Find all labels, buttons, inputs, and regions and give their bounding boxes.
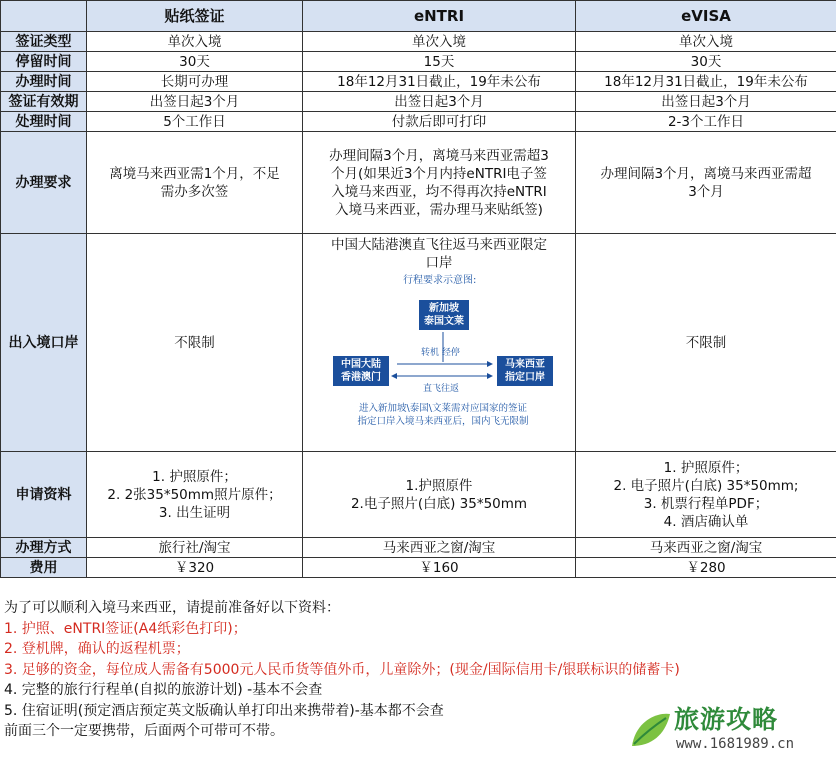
table-cell xyxy=(303,132,576,234)
box-line: 香港澳门 xyxy=(341,372,381,383)
ports-title xyxy=(307,236,571,272)
table-row xyxy=(1,538,836,558)
cell-line: 个月(如果近3个月内持eNTRI电子签 xyxy=(331,165,547,182)
row-label: 签证有效期 xyxy=(1,92,87,112)
label-transit: 转机 经停 xyxy=(421,348,460,358)
row-label: 申请资料 xyxy=(1,452,87,538)
row-label: 费用 xyxy=(1,558,87,578)
table-row xyxy=(1,72,836,92)
row-label: 办理时间 xyxy=(1,72,87,92)
table-cell: 单次入境 xyxy=(576,32,836,52)
table-cell: 出签日起3个月 xyxy=(87,92,303,112)
table-cell: 出签日起3个月 xyxy=(303,92,576,112)
table-cell: 马来西亚之窗/淘宝 xyxy=(303,538,576,558)
note-line: 进入新加坡\泰国\文莱需对应国家的签证 xyxy=(359,403,527,414)
box-line: 中国大陆 xyxy=(341,359,381,370)
table-cell: 不限制 xyxy=(576,234,836,452)
table-cell: 单次入境 xyxy=(87,32,303,52)
table-cell: ￥160 xyxy=(303,558,576,578)
header-evisa: eVISA xyxy=(576,1,836,32)
itinerary-diagram xyxy=(307,272,576,427)
cell-line: 2. 2张35*50mm照片原件； xyxy=(107,486,282,503)
box-singapore xyxy=(419,300,469,330)
row-label: 处理时间 xyxy=(1,112,87,132)
table-row xyxy=(1,92,836,112)
note-item: 2. 登机牌，确认的返程机票； xyxy=(4,641,190,657)
cell-line: 办理间隔3个月，离境马来西亚需超3 xyxy=(329,147,549,164)
table-cell: 5个工作日 xyxy=(87,112,303,132)
table-cell: 单次入境 xyxy=(303,32,576,52)
box-line: 指定口岸 xyxy=(505,372,545,383)
row-label: 办理要求 xyxy=(1,132,87,234)
table-row xyxy=(1,558,836,578)
cell-line: 3. 出生证明 xyxy=(158,504,231,521)
table-row xyxy=(1,132,836,234)
table-cell: 15天 xyxy=(303,52,576,72)
diagram-note xyxy=(307,402,576,428)
table-cell: 旅行社/淘宝 xyxy=(87,538,303,558)
cell-line: 办理间隔3个月，离境马来西亚需超 xyxy=(600,165,812,182)
table-row xyxy=(1,32,836,52)
box-line: 泰国文莱 xyxy=(424,316,464,327)
row-label: 签证类型 xyxy=(1,32,87,52)
header-sticker-visa: 贴纸签证 xyxy=(87,1,303,32)
table-cell: 付款后即可打印 xyxy=(303,112,576,132)
table-cell: 18年12月31日截止，19年未公布 xyxy=(576,72,836,92)
leaf-icon xyxy=(626,706,674,756)
diagram-caption: 行程要求示意图: xyxy=(403,275,477,286)
note-intro: 为了可以顺利入境马来西亚，请提前准备好以下资料： xyxy=(4,600,340,616)
header-corner xyxy=(1,1,87,32)
table-cell xyxy=(303,452,576,538)
table-cell: 不限制 xyxy=(87,234,303,452)
box-line: 新加坡 xyxy=(429,303,459,314)
table-cell: 18年12月31日截止，19年未公布 xyxy=(303,72,576,92)
logo-name: 旅游攻略 xyxy=(674,705,779,734)
note-item: 1. 护照、eNTRI签证(A4纸彩色打印)； xyxy=(4,620,247,637)
note-item: 3. 足够的资金，每位成人需备有5000元人民币货等值外币，儿童除外；(现金/国际信用卡/银联标识的储蓄卡) xyxy=(4,661,680,678)
table-cell: ￥280 xyxy=(576,558,836,578)
row-label: 停留时间 xyxy=(1,52,87,72)
table-cell: 马来西亚之窗/淘宝 xyxy=(576,538,836,558)
table-row xyxy=(1,452,836,538)
cell-line: 离境马来西亚需1个月，不足 xyxy=(109,165,280,182)
table-row xyxy=(1,112,836,132)
label-direct: 直飞往返 xyxy=(423,384,460,394)
table-cell: 长期可办理 xyxy=(87,72,303,92)
cell-line: 入境马来西亚，需办理马来贴纸签) xyxy=(335,201,543,218)
table-cell: 出签日起3个月 xyxy=(576,92,836,112)
box-malaysia xyxy=(497,356,553,386)
header-entri: eNTRI xyxy=(303,1,576,32)
note-item: 5. 住宿证明(预定酒店预定英文版确认单打印出来携带着)-基本都不会查 xyxy=(4,702,444,719)
header-row xyxy=(1,1,836,32)
table-cell: 2-3个工作日 xyxy=(576,112,836,132)
table-cell xyxy=(576,452,836,538)
note-line: 指定口岸入境马来西亚后，国内飞无限制 xyxy=(357,416,529,427)
cell-line: 口岸 xyxy=(425,255,453,271)
box-china xyxy=(333,356,389,386)
cell-line: 需办多次签 xyxy=(160,183,229,200)
table-cell xyxy=(576,132,836,234)
cell-line: 3. 机票行程单PDF； xyxy=(643,495,769,512)
cell-line: 1. 护照原件； xyxy=(152,468,237,485)
table-row xyxy=(1,234,836,452)
note-footer: 前面三个一定要携带，后面两个可带可不带。 xyxy=(4,723,284,739)
table-cell xyxy=(87,452,303,538)
cell-line: 中国大陆港澳直飞往返马来西亚限定 xyxy=(331,237,547,253)
cell-line: 4. 酒店确认单 xyxy=(663,513,749,530)
note-item: 4. 完整的旅行行程单(自拟的旅游计划) -基本不会查 xyxy=(4,682,323,698)
table-cell: 30天 xyxy=(576,52,836,72)
logo-url: www.1681989.cn xyxy=(676,736,795,752)
table-cell xyxy=(87,132,303,234)
ports-entri-cell xyxy=(303,234,576,452)
site-logo xyxy=(626,700,836,761)
box-line: 马来西亚 xyxy=(505,359,545,370)
cell-line: 2. 电子照片(白底) 35*50mm; xyxy=(613,477,799,494)
cell-line: 2.电子照片(白底) 35*50mm xyxy=(350,495,528,512)
cell-line: 1. 护照原件； xyxy=(663,459,749,476)
table-cell: ￥320 xyxy=(87,558,303,578)
row-label: 出入境口岸 xyxy=(1,234,87,452)
table-cell: 30天 xyxy=(87,52,303,72)
cell-line: 1.护照原件 xyxy=(405,477,473,494)
table-row xyxy=(1,52,836,72)
cell-line: 入境马来西亚，均不得再次持eNTRI xyxy=(331,183,547,200)
row-label: 办理方式 xyxy=(1,538,87,558)
cell-line: 3个月 xyxy=(688,183,724,200)
